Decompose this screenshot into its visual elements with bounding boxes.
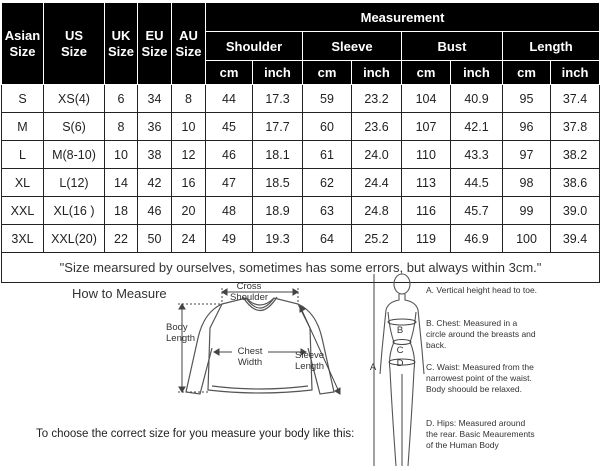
measurement-cell: 17.3 [253, 85, 303, 113]
eu-size-cell: 50 [138, 225, 172, 253]
choose-size-instruction: To choose the correct size for you measure your body like this: [36, 428, 355, 440]
measurement-cell: 45 [206, 113, 253, 141]
eu-size-cell: 36 [138, 113, 172, 141]
measurement-cell: 60 [303, 113, 352, 141]
header-shoulder: Shoulder [206, 32, 303, 61]
marker-c: C [396, 345, 404, 356]
unit-bust-inch: inch [451, 61, 503, 85]
uk-size-cell: 10 [105, 141, 138, 169]
measurement-cell: 99 [503, 197, 551, 225]
au-size-cell: 24 [172, 225, 206, 253]
au-size-cell: 8 [172, 85, 206, 113]
measurement-cell: 47 [206, 169, 253, 197]
asian-size-cell: S [2, 85, 44, 113]
measurement-cell: 19.3 [253, 225, 303, 253]
measurement-note: "Size mearsured by ourselves, sometimes has some errors, but always within 3cm." [2, 253, 600, 283]
measurement-cell: 43.3 [451, 141, 503, 169]
measurement-cell: 38.6 [551, 169, 600, 197]
measurement-cell: 104 [402, 85, 451, 113]
how-to-measure-title: How to Measure [72, 286, 167, 301]
table-row [2, 85, 600, 113]
table-row [2, 113, 600, 141]
measurement-cell: 25.2 [352, 225, 402, 253]
unit-shoulder-inch: inch [253, 61, 303, 85]
measurement-cell: 24.4 [352, 169, 402, 197]
measurement-cell: 40.9 [451, 85, 503, 113]
note-d-hips: D. Hips: Measured around the rear. Basic Meaurements of the Human Body [426, 418, 535, 450]
unit-sleeve-inch: inch [352, 61, 402, 85]
measurement-cell: 96 [503, 113, 551, 141]
header-au-size: AU Size [172, 3, 206, 85]
measurement-cell: 45.7 [451, 197, 503, 225]
measurement-cell: 110 [402, 141, 451, 169]
au-size-cell: 20 [172, 197, 206, 225]
note-c-waist: C. Waist: Measured from the narrowest point of the waist. Body shoould be relaxed. [426, 362, 534, 394]
measurement-cell: 23.2 [352, 85, 402, 113]
sleeve-length-label: Sleeve Length [295, 350, 325, 372]
measurement-cell: 39.0 [551, 197, 600, 225]
marker-b: B [396, 325, 404, 336]
note-b-chest: B. Chest: Measured in a circle around the breasts and back. [426, 318, 536, 350]
measurement-cell: 63 [303, 197, 352, 225]
measurement-cell: 46.9 [451, 225, 503, 253]
measurement-cell: 119 [402, 225, 451, 253]
measurement-cell: 97 [503, 141, 551, 169]
measurement-cell: 23.6 [352, 113, 402, 141]
measurement-cell: 116 [402, 197, 451, 225]
asian-size-cell: XXL [2, 197, 44, 225]
measurement-cell: 44.5 [451, 169, 503, 197]
size-chart-table [1, 2, 600, 283]
measurement-cell: 100 [503, 225, 551, 253]
table-row [2, 169, 600, 197]
measurement-cell: 46 [206, 141, 253, 169]
marker-a: A [369, 362, 377, 373]
unit-length-cm: cm [503, 61, 551, 85]
measurement-cell: 42.1 [451, 113, 503, 141]
us-size-cell: S(6) [44, 113, 105, 141]
header-sleeve: Sleeve [303, 32, 402, 61]
measurement-cell: 24.0 [352, 141, 402, 169]
au-size-cell: 10 [172, 113, 206, 141]
measurement-cell: 44 [206, 85, 253, 113]
table-row [2, 225, 600, 253]
us-size-cell: XXL(20) [44, 225, 105, 253]
measurement-cell: 49 [206, 225, 253, 253]
us-size-cell: XS(4) [44, 85, 105, 113]
chest-width-label: Chest Width [232, 346, 268, 368]
measurement-cell: 18.1 [253, 141, 303, 169]
measurement-cell: 59 [303, 85, 352, 113]
marker-d: D [396, 358, 404, 369]
measurement-cell: 95 [503, 85, 551, 113]
us-size-cell: XL(16 ) [44, 197, 105, 225]
measurement-cell: 39.4 [551, 225, 600, 253]
unit-sleeve-cm: cm [303, 61, 352, 85]
header-measurement: Measurement [206, 3, 600, 32]
unit-length-inch: inch [551, 61, 600, 85]
measurement-cell: 37.8 [551, 113, 600, 141]
measurement-cell: 38.2 [551, 141, 600, 169]
measurement-cell: 62 [303, 169, 352, 197]
measurement-cell: 113 [402, 169, 451, 197]
header-length: Length [503, 32, 600, 61]
uk-size-cell: 8 [105, 113, 138, 141]
us-size-cell: L(12) [44, 169, 105, 197]
unit-shoulder-cm: cm [206, 61, 253, 85]
asian-size-cell: 3XL [2, 225, 44, 253]
uk-size-cell: 22 [105, 225, 138, 253]
measurement-cell: 18.5 [253, 169, 303, 197]
header-eu-size: EU Size [138, 3, 172, 85]
cross-shoulder-label: Cross Shoulder [229, 281, 269, 303]
header-us-size: US Size [44, 3, 105, 85]
measurement-cell: 17.7 [253, 113, 303, 141]
us-size-cell: M(8-10) [44, 141, 105, 169]
eu-size-cell: 42 [138, 169, 172, 197]
asian-size-cell: M [2, 113, 44, 141]
au-size-cell: 16 [172, 169, 206, 197]
eu-size-cell: 46 [138, 197, 172, 225]
table-row [2, 141, 600, 169]
size-table-body [2, 85, 600, 283]
uk-size-cell: 14 [105, 169, 138, 197]
measurement-cell: 107 [402, 113, 451, 141]
uk-size-cell: 6 [105, 85, 138, 113]
header-asian-size: Asian Size [2, 3, 44, 85]
unit-bust-cm: cm [402, 61, 451, 85]
asian-size-cell: XL [2, 169, 44, 197]
human-body-illustration [372, 270, 432, 470]
measurement-cell: 48 [206, 197, 253, 225]
au-size-cell: 12 [172, 141, 206, 169]
asian-size-cell: L [2, 141, 44, 169]
eu-size-cell: 34 [138, 85, 172, 113]
header-bust: Bust [402, 32, 503, 61]
uk-size-cell: 18 [105, 197, 138, 225]
table-row [2, 197, 600, 225]
measurement-cell: 24.8 [352, 197, 402, 225]
eu-size-cell: 38 [138, 141, 172, 169]
measurement-cell: 64 [303, 225, 352, 253]
measurement-cell: 61 [303, 141, 352, 169]
measurement-cell: 18.9 [253, 197, 303, 225]
header-uk-size: UK Size [105, 3, 138, 85]
measurement-cell: 37.4 [551, 85, 600, 113]
note-a-height: A. Vertical height head to toe. [426, 285, 538, 295]
body-length-label: Body Length [166, 322, 196, 344]
measurement-cell: 98 [503, 169, 551, 197]
